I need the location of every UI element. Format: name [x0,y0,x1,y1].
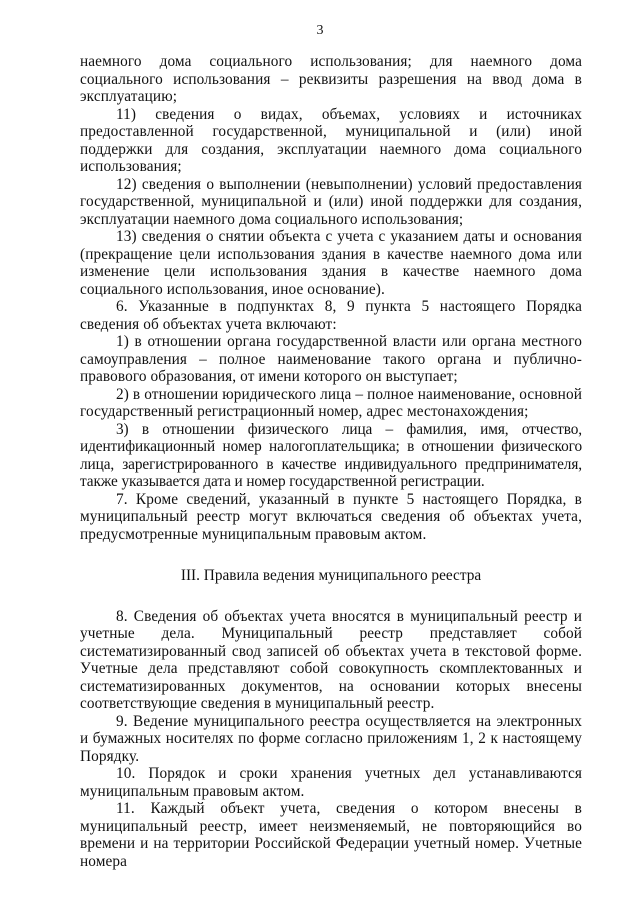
paragraph-continuation: наемного дома социального использования; для наемного дома социального использования – реквизиты разрешения на ввод дома в эксплуатацию; [80,53,582,105]
paragraph-clause-10: 10. Порядок и сроки хранения учетных дел устанавливаются муниципальным правовым актом. [80,765,582,800]
section-heading: III. Правила ведения муниципального реестра [180,567,482,584]
paragraph-clause-11: 11. Каждый объект учета, сведения о котором внесены в муниципальный реестр, имеет неизменяемый, не повторяющийся во времени и на территории Российской Федерации учетный номер. Учетные номера [80,800,582,870]
paragraph-item-11: 11) сведения о видах, объемах, условиях и источниках предоставленной государственной, муниципальной и (или) иной поддержки для создания, эксплуатации наемного дома социального использования; [80,105,582,175]
paragraph-item-13: 13) сведения о снятии объекта с учета с указанием даты и основания (прекращение цели использования здания в качестве наемного дома или изменение цели использования здания в качестве наемного дома социального использования, иное основание). [80,228,582,298]
paragraph-clause-6: 6. Указанные в подпунктах 8, 9 пункта 5 настоящего Порядка сведения об объектах учета включают: [80,298,582,333]
paragraph-item-12: 12) сведения о выполнении (невыполнении) условий предоставления государственной, муниципальной и (или) иной поддержки для создания, эксплуатации наемного дома социального использования; [80,175,582,228]
paragraph-clause-9: 9. Ведение муниципального реестра осуществляется на электронных и бумажных носителях по форме согласно приложениям 1, 2 к настоящему Порядку. [80,712,582,765]
paragraph-subitem-1: 1) в отношении органа государственной власти или органа местного самоуправления – полное наименование такого органа и публично-правового образования, от имени которого он выступает; [80,333,582,385]
paragraph-clause-7: 7. Кроме сведений, указанный в пункте 5 настоящего Порядка, в муниципальный реестр могут включаться сведения об объектах учета, предусмотренные муниципальным правовым актом. [80,490,582,543]
paragraph-subitem-2: 2) в отношении юридического лица – полное наименование, основной государственный регистрационный номер, адрес местонахождения; [80,385,582,420]
page-number: 3 [316,23,324,38]
paragraph-subitem-3: 3) в отношении физического лица – фамилия, имя, отчество, идентификационный номер налогоплательщика; в отношении физического лица, зарегистрированного в качестве индивидуального предпринимателя, также указывается дата и номер государственной регистрации. [80,420,582,490]
paragraph-clause-8: 8. Сведения об объектах учета вносятся в муниципальный реестр и учетные дела. Муниципальный реестр представляет собой систематизированный свод записей об объектах учета в текстовой форме. Учетные дела представляют собой совокупность скомплектованных и систематизированных документов, на основании которых внесены соответствующие сведения в муниципальный реестр. [80,607,582,712]
document-body [80,53,582,870]
